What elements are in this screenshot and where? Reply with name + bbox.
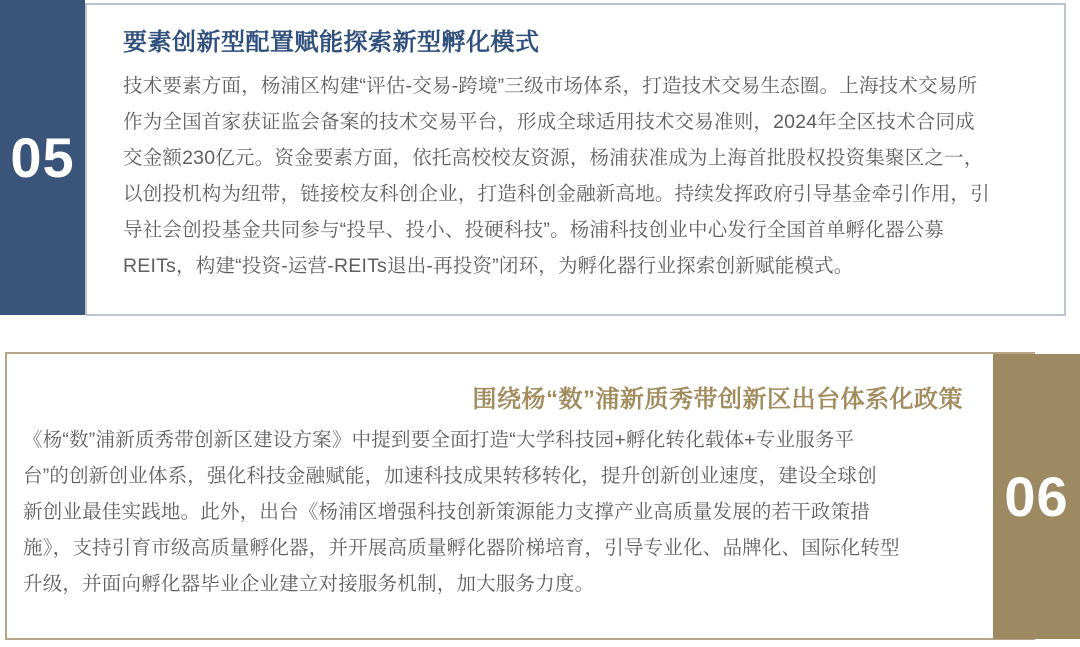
section-06-number-badge bbox=[993, 354, 1080, 639]
section-06-number: 06 bbox=[1004, 465, 1069, 528]
section-05-title: 要素创新型配置赋能探索新型孵化模式 bbox=[123, 29, 540, 56]
section-06-title: 围绕杨“数”浦新质秀带创新区出台体系化政策 bbox=[472, 386, 963, 413]
section-05-paragraph bbox=[123, 68, 1028, 284]
section-05-number-badge bbox=[0, 0, 85, 315]
section-06-paragraph bbox=[23, 422, 963, 602]
text-line: 技术要素方面，杨浦区构建“评估-交易-跨境”三级市场体系，打造技术交易生态圈。上海技术交易所 bbox=[123, 75, 978, 97]
text-line: 新创业最佳实践地。此外，出台《杨浦区增强科技创新策源能力支撑产业高质量发展的若干政策措 bbox=[23, 501, 871, 523]
text-line: 交金额230亿元。资金要素方面，依托高校校友资源，杨浦获准成为上海首批股权投资集聚区之一， bbox=[123, 147, 984, 169]
text-line: 《杨“数”浦新质秀带创新区建设方案》中提到要全面打造“大学科技园+孵化转化载体+专业服务平 bbox=[23, 429, 855, 451]
text-line: 升级，并面向孵化器毕业企业建立对接服务机制，加大服务力度。 bbox=[23, 573, 595, 595]
section-05-number: 05 bbox=[10, 126, 75, 189]
text-line: REITs，构建“投资-运营-REITs退出-再投资”闭环，为孵化器行业探索创新赋能模式。 bbox=[123, 255, 854, 277]
text-line: 施》，支持引育市级高质量孵化器，并开展高质量孵化器阶梯培育，引导专业化、品牌化、国际化转型 bbox=[23, 537, 900, 559]
text-line: 作为全国首家获证监会备案的技术交易平台，形成全球适用技术交易准则，2024年全区技术合同成 bbox=[123, 111, 975, 133]
text-line: 导社会创投基金共同参与“投早、投小、投硬科技”。杨浦科技创业中心发行全国首单孵化器公募 bbox=[123, 219, 945, 241]
text-line: 以创投机构为纽带，链接校友科创企业，打造科创金融新高地。持续发挥政府引导基金牵引作用，引 bbox=[123, 183, 990, 205]
section-06-card bbox=[5, 352, 1035, 640]
text-line: 台”的创新创业体系，强化科技金融赋能，加速科技成果转移转化，提升创新创业速度，建设全球创 bbox=[23, 465, 877, 487]
section-05-card bbox=[85, 3, 1066, 316]
